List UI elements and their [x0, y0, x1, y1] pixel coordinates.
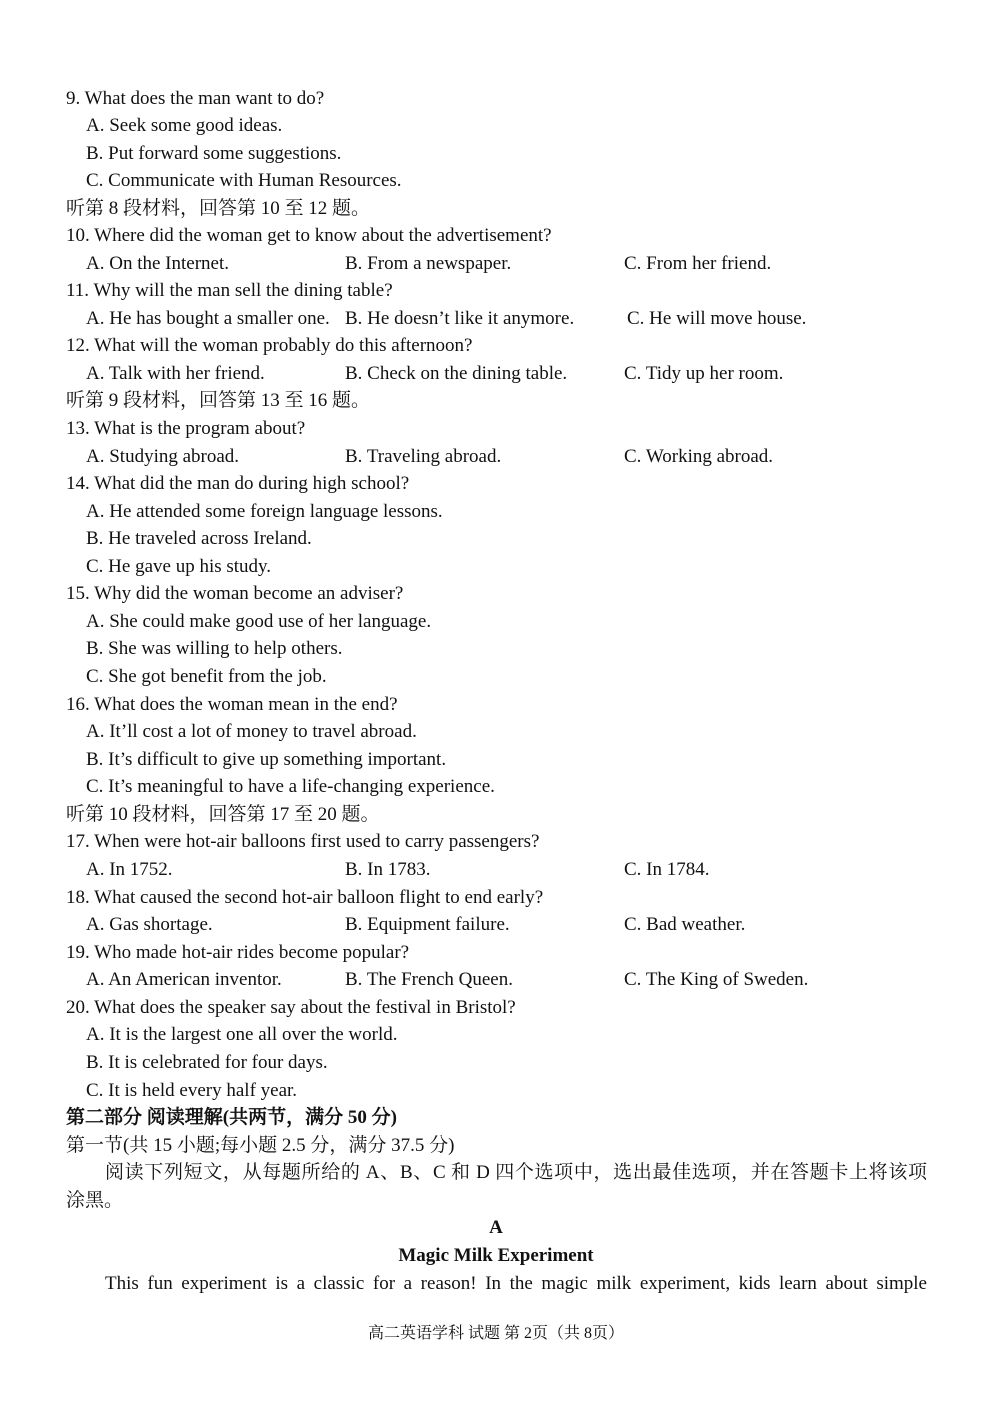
option-b: B. From a newspaper. [345, 253, 512, 274]
option-row [66, 444, 936, 470]
section-one-heading: 第一节(共 15 小题;每小题 2.5 分，满分 37.5 分) [66, 1135, 455, 1156]
question-stem-14: 14. What did the man do during high school? [66, 473, 410, 494]
passage-title: Magic Milk Experiment [398, 1245, 594, 1266]
option-c: C. He will move house. [627, 308, 807, 329]
option-b: B. The French Queen. [345, 969, 513, 990]
question-stem-18: 18. What caused the second hot-air balloon flight to end early? [66, 887, 544, 908]
option-b: B. Put forward some suggestions. [86, 143, 342, 164]
option-row [66, 857, 936, 883]
option-a: A. In 1752. [86, 859, 173, 880]
option-c: C. In 1784. [624, 859, 710, 880]
option-a: A. Studying abroad. [86, 446, 240, 467]
option-b: B. In 1783. [345, 859, 431, 880]
question-stem-20: 20. What does the speaker say about the festival in Bristol? [66, 997, 516, 1018]
option-c: C. He gave up his study. [86, 556, 272, 577]
option-c: C. From her friend. [624, 253, 772, 274]
section-instruction-10: 听第 10 段材料，回答第 17 至 20 题。 [66, 804, 380, 825]
part-two-heading: 第二部分 阅读理解(共两节，满分 50 分) [66, 1107, 397, 1128]
option-row [66, 636, 936, 662]
question-stem-19: 19. Who made hot-air rides become popular? [66, 942, 410, 963]
reading-instruction-line: 涂黑。 [66, 1190, 124, 1211]
option-row [66, 719, 936, 745]
option-a: A. He has bought a smaller one. [86, 308, 330, 329]
page-footer: 高二英语学科 试题 第 2页（共 8页） [367, 1325, 624, 1342]
option-b: B. Check on the dining table. [345, 363, 568, 384]
option-b: B. She was willing to help others. [86, 638, 343, 659]
option-a: A. It is the largest one all over the world. [86, 1024, 398, 1045]
option-c: C. Working abroad. [624, 446, 774, 467]
section-instruction-9: 听第 9 段材料，回答第 13 至 16 题。 [66, 390, 371, 411]
option-c: C. Bad weather. [624, 914, 746, 935]
option-row [66, 251, 936, 277]
option-row [66, 609, 936, 635]
option-c: C. The King of Sweden. [624, 969, 809, 990]
option-row [66, 664, 936, 690]
question-stem-15: 15. Why did the woman become an adviser? [66, 583, 404, 604]
section-instruction-8: 听第 8 段材料，回答第 10 至 12 题。 [66, 198, 371, 219]
option-b: B. Equipment failure. [345, 914, 510, 935]
option-row [66, 1050, 936, 1076]
option-b: B. It’s difficult to give up something important. [86, 749, 447, 770]
option-a: A. Seek some good ideas. [86, 115, 283, 136]
option-b: B. Traveling abroad. [345, 446, 502, 467]
option-c: C. Tidy up her room. [624, 363, 784, 384]
option-b: B. He doesn’t like it anymore. [345, 308, 575, 329]
option-a: A. An American inventor. [86, 969, 282, 990]
option-c: C. Communicate with Human Resources. [86, 170, 402, 191]
option-row [66, 526, 936, 552]
question-stem-12: 12. What will the woman probably do this afternoon? [66, 335, 473, 356]
option-row [66, 747, 936, 773]
option-a: A. She could make good use of her language. [86, 611, 432, 632]
option-row [66, 499, 936, 525]
option-row [66, 554, 936, 580]
option-b: B. It is celebrated for four days. [86, 1052, 328, 1073]
question-stem-10: 10. Where did the woman get to know about the advertisement? [66, 225, 552, 246]
option-row [66, 306, 936, 332]
option-row [66, 1022, 936, 1048]
option-row [66, 113, 936, 139]
option-c: C. It is held every half year. [86, 1080, 298, 1101]
question-stem-9: 9. What does the man want to do? [66, 88, 325, 109]
option-row [66, 168, 936, 194]
option-a: A. On the Internet. [86, 253, 229, 274]
option-a: A. He attended some foreign language lessons. [86, 501, 443, 522]
option-b: B. He traveled across Ireland. [86, 528, 312, 549]
option-a: A. Talk with her friend. [86, 363, 265, 384]
option-row [66, 912, 936, 938]
option-row [66, 967, 936, 993]
option-row [66, 1078, 936, 1104]
option-row [66, 141, 936, 167]
question-stem-16: 16. What does the woman mean in the end? [66, 694, 398, 715]
option-c: C. It’s meaningful to have a life-changing experience. [86, 776, 495, 797]
option-a: A. Gas shortage. [86, 914, 213, 935]
option-a: A. It’ll cost a lot of money to travel abroad. [86, 721, 417, 742]
reading-instruction-line: 阅读下列短文，从每题所给的 A、B、C 和 D 四个选项中，选出最佳选项，并在答题卡上将该项 [105, 1162, 927, 1183]
question-stem-17: 17. When were hot-air balloons first used to carry passengers? [66, 831, 540, 852]
question-stem-11: 11. Why will the man sell the dining table? [66, 280, 393, 301]
option-row [66, 361, 936, 387]
passage-letter: A [489, 1217, 503, 1238]
option-row [66, 774, 936, 800]
option-c: C. She got benefit from the job. [86, 666, 327, 687]
passage-paragraph-line: This fun experiment is a classic for a reason! In the magic milk experiment, kids learn about simple [105, 1273, 927, 1294]
question-stem-13: 13. What is the program about? [66, 418, 306, 439]
